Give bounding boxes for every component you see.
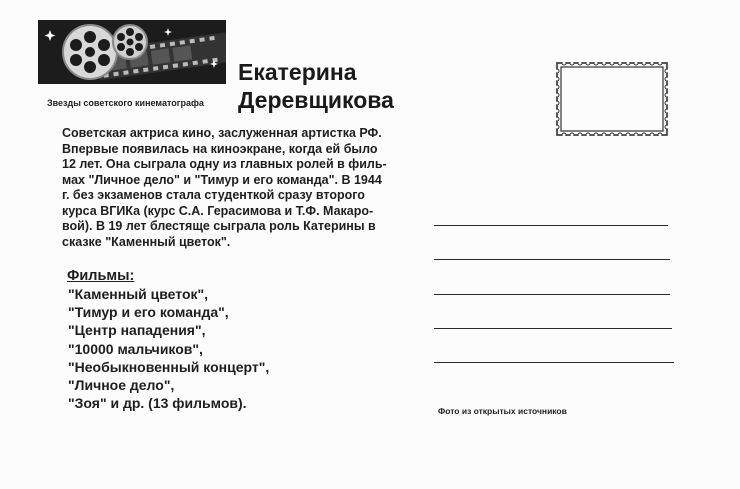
film-item: "Каменный цветок",: [68, 286, 209, 302]
address-line: [434, 294, 670, 295]
film-item: "Необыкновенный концерт",: [68, 358, 270, 375]
address-line: [434, 362, 674, 363]
address-line: [434, 328, 672, 329]
film-item: "Личное дело",: [68, 377, 175, 394]
bio-line: Советская актриса кино, заслуженная артистка РФ.: [62, 126, 382, 140]
series-label: Звезды советского кинематографа: [47, 98, 204, 108]
actress-first-name: Екатерина: [238, 59, 357, 85]
filmography-list: [68, 285, 269, 412]
film-reel-icon: [38, 20, 226, 84]
film-item: "Тимур и его команда",: [68, 304, 229, 321]
bio-line: сказке "Каменный цветок".: [62, 234, 231, 249]
film-item: "Зоя" и др. (13 фильмов).: [68, 395, 247, 412]
photo-credit: Фото из открытых источников: [438, 406, 567, 416]
film-item: "10000 мальчиков",: [68, 340, 203, 357]
stamp-placeholder-icon: [556, 62, 668, 136]
actress-name: [238, 58, 394, 114]
bio-line: вой). В 19 лет блестяще сыграла роль Катерины в: [62, 219, 376, 233]
bio-line: курса ВГИКа (курс С.А. Герасимова и Т.Ф. Макаро-: [62, 203, 374, 218]
filmography-heading: Фильмы:: [67, 268, 135, 284]
actress-last-name: Деревщикова: [238, 87, 394, 113]
bio-line: 12 лет. Она сыграла одну из главных ролей в филь-: [62, 157, 387, 171]
address-line: [434, 259, 670, 260]
film-item: "Центр нападения",: [68, 322, 206, 339]
biography: [62, 126, 407, 250]
bio-line: г. без экзаменов стала студенткой сразу второго: [62, 188, 365, 202]
bio-line: мах "Личное дело" и "Тимур и его команда". В 1944: [62, 172, 382, 187]
address-line: [434, 225, 668, 226]
bio-line: Впервые появилась на киноэкране, когда ей было: [62, 141, 378, 156]
